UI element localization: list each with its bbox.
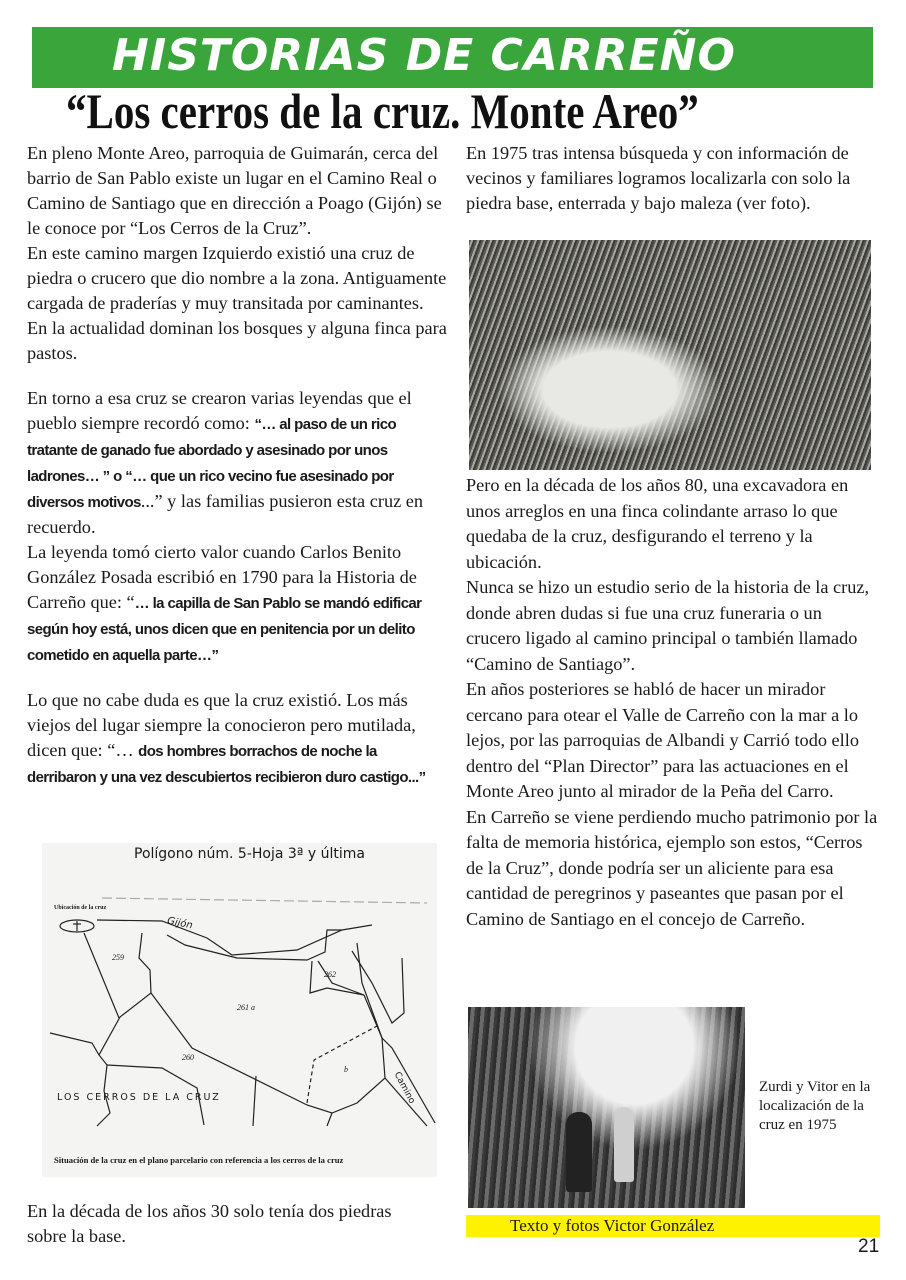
quote: dos hombres borrachos de noche la derribaron y una vez descubiertos recibieron duro castigo...”	[27, 743, 426, 786]
paragraph	[27, 688, 447, 790]
text: Lo que no cabe duda es que la cruz existió. Los más viejos del lugar siempre la conocieron pero mutilada, dicen que: “…	[27, 690, 416, 760]
paragraph	[27, 540, 447, 668]
parcel-label: 262	[324, 970, 336, 979]
right-column-top	[466, 141, 878, 216]
map-caption: Situación de la cruz en el plano parcelario con referencia a los cerros de la cruz	[54, 1155, 344, 1165]
parcel-label: 260	[182, 1053, 194, 1062]
person	[566, 1112, 592, 1192]
place-label: LOS CERROS DE LA CRUZ	[57, 1092, 221, 1103]
section-title: HISTORIAS DE CARREÑO	[112, 30, 736, 81]
left-column	[27, 141, 447, 790]
photo-cross-base	[469, 240, 871, 470]
person	[614, 1107, 634, 1182]
photo-caption: Zurdi y Vitor en la localización de la cruz en 1975	[759, 1079, 871, 1133]
quote: … la capilla de San Pablo se mandó edificar según hoy está, unos dicen que en penitencia por un delito cometido en aquella parte…”	[27, 595, 422, 664]
paragraph: Pero en la década de los años 80, una excavadora en unos arreglos en una finca colindante arraso lo que quedaba de la cruz, desfigurando el terreno y la ubicación.	[466, 475, 849, 572]
cross-label: Ubicación de la cruz	[54, 905, 107, 911]
map-heading: Polígono núm. 5-Hoja 3ª y última	[134, 846, 365, 862]
paragraph: En pleno Monte Areo, parroquia de Guimarán, cerca del barrio de San Pablo existe un lugar en el Camino Real o Camino de Santiago que en dirección a Poago (Gijón) se le conoce por “Los Cerros de la Cruz”.	[27, 143, 442, 238]
paragraph	[27, 386, 447, 540]
cadastral-map	[42, 843, 437, 1177]
paragraph: En Carreño se viene perdiendo mucho patrimonio por la falta de memoria histórica, ejemplo son estos, “Cerros de la Cruz”, donde podría ser un aliciente para esa cantidad de peregrinos y paseantes que pasan por el Camino de Santiago en el concejo de Carreño.	[466, 806, 878, 929]
paragraph: En la década de los años 30 solo tenía dos piedras sobre la base.	[27, 1201, 392, 1246]
author-credit: Texto y fotos Victor González	[466, 1215, 880, 1237]
paragraph: En 1975 tras intensa búsqueda y con información de vecinos y familiares logramos localizarla con solo la piedra base, enterrada y bajo maleza (ver foto).	[466, 143, 851, 213]
text: ...” y las familias pusieron esta cruz en recuerdo.	[27, 491, 424, 537]
parcel-label: b	[344, 1065, 348, 1074]
right-column	[466, 473, 878, 932]
paragraph: Nunca se hizo un estudio serio de la historia de la cruz, donde abren dudas si fue una cruz funeraria o un crucero ligado al camino principal o también llamado “Camino de Santiago”.	[466, 577, 870, 674]
camino-label: Camino	[391, 1070, 417, 1106]
parcel-label: 259	[112, 953, 124, 962]
quote: “… al paso de un rico tratante de ganado fue abordado y asesinado por unos ladrones… ” o “… que un rico vecino fue asesinado por diversos motivos	[27, 416, 397, 511]
article-title: “Los cerros de la cruz. Monte Areo”	[66, 83, 699, 139]
text: En torno a esa cruz se crearon varias leyendas que el pueblo siempre recordó como:	[27, 388, 412, 433]
paragraph: En años posteriores se habló de hacer un mirador cercano para otear el Valle de Carreño con la mar a lo lejos, por las parroquias de Albandi y Carrió todo ello dentro del “Plan Director” para las actuaciones en el Monte Areo junto al mirador de la Peña del Carro.	[466, 679, 859, 801]
left-footer-text	[27, 1199, 427, 1249]
photo-people-1975	[468, 1007, 745, 1208]
text: La leyenda tomó cierto valor cuando Carlos Benito González Posada escribió en 1790 para la Historia de Carreño que: “	[27, 542, 417, 612]
paragraph: En este camino margen Izquierdo existió una cruz de piedra o crucero que dio nombre a la zona. Antiguamente cargada de praderías y muy transitada por caminantes. En la actualidad dominan los bosques y alguna finca para pastos.	[27, 243, 447, 363]
parcel-label: 261 a	[237, 1003, 255, 1012]
page-number: 21	[858, 1236, 880, 1257]
road-label: Gijón	[166, 915, 194, 932]
